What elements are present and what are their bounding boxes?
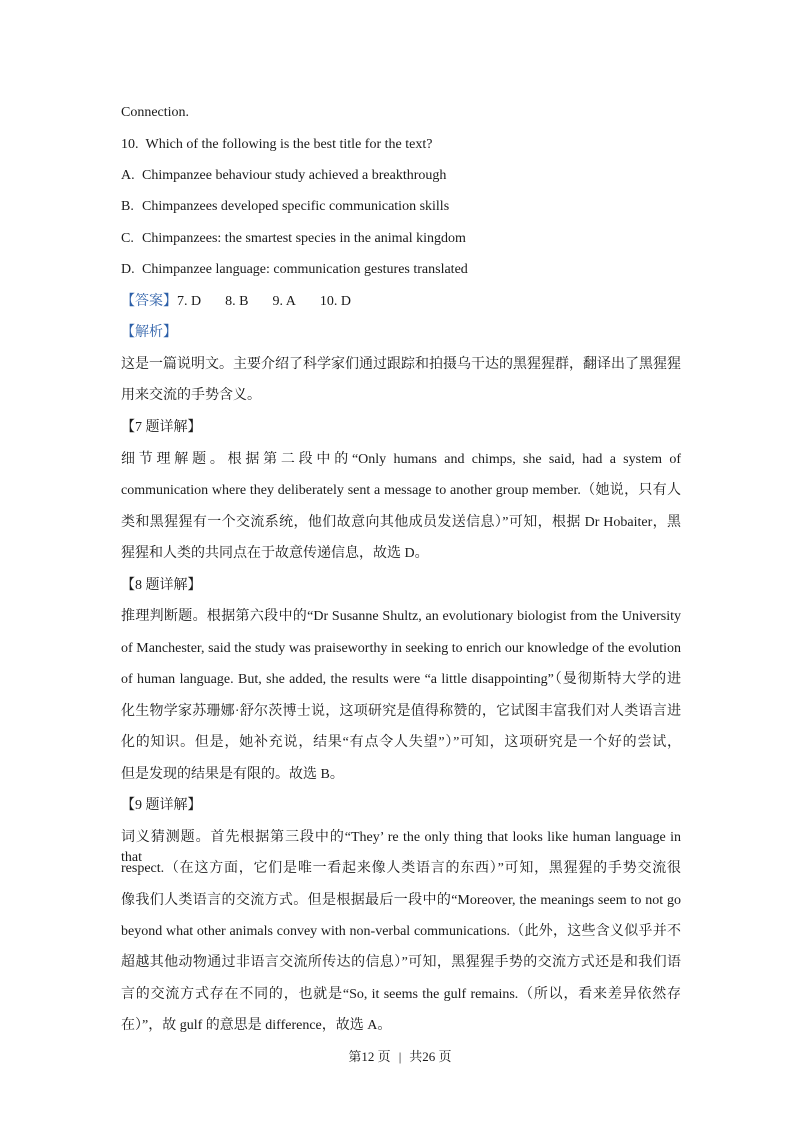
q7-line: 细节理解题。根据第二段中的“Only humans and chimps, she said, had a system of	[121, 452, 681, 467]
option-text: Chimpanzee behaviour study achieved a breakthrough	[142, 168, 447, 183]
q7-line: 猩猩和人类的共同点在于故意传递信息，故选 D。	[121, 546, 429, 561]
q8-line: of human language. But, she added, the results were “a little disappointing”（曼彻斯特大学的进	[121, 672, 681, 687]
q9-line: 言的交流方式存在不同的，也就是“So, it seems the gulf remains.（所以，看来差异依然存	[121, 987, 681, 1002]
q9-line: 词义猜测题。首先根据第三段中的“They’ re the only thing that looks like human language in that	[121, 830, 681, 865]
q9-line: respect.（在这方面，它们是唯一看起来像人类语言的东西）”可知，黑猩猩的手势交流很	[121, 861, 681, 876]
answer-tag: 【答案】	[121, 294, 177, 309]
q8-line: 化生物学家苏珊娜·舒尔茨博士说，这项研究是值得称赞的，它试图丰富我们对人类语言进	[121, 704, 681, 719]
option-a	[121, 166, 681, 186]
q7-line: 类和黑猩猩有一个交流系统，他们故意向其他成员发送信息）”可知，根据 Dr Hobaiter，黑	[121, 515, 681, 530]
answer-item: 9. A	[272, 294, 296, 309]
text-line: Connection.	[121, 105, 190, 120]
q8-line: 但是发现的结果是有限的。故选 B。	[121, 767, 344, 782]
page-total: 共26 页	[409, 1049, 452, 1064]
option-text: Chimpanzees developed specific communication skills	[142, 199, 450, 214]
q8-line: 化的知识。但是，她补充说，结果“有点令人失望”）”可知，这项研究是一个好的尝试，	[121, 735, 681, 750]
summary-line: 这是一篇说明文。主要介绍了科学家们通过跟踪和拍摄乌干达的黑猩猩群，翻译出了黑猩猩	[121, 357, 681, 372]
q9-line: 超越其他动物通过非语言交流所传达的信息）”可知，黑猩猩手势的交流方式还是和我们语	[121, 955, 681, 970]
answer-item: 10. D	[319, 294, 351, 309]
page-number: 第12 页	[348, 1049, 391, 1064]
page-footer	[0, 1046, 800, 1065]
q7-line: communication where they deliberately sent a message to another group member.（她说，只有人	[121, 483, 681, 498]
option-d	[121, 260, 681, 280]
option-c	[121, 229, 681, 249]
answer-item: 7. D	[177, 294, 202, 309]
q8-heading: 【8 题详解】	[121, 578, 202, 593]
footer-separator: |	[398, 1049, 402, 1064]
question-10: 10. Which of the following is the best title for the text?	[121, 137, 433, 152]
answer-line	[121, 292, 681, 312]
q8-line: 推理判断题。根据第六段中的“Dr Susanne Shultz, an evolutionary biologist from the University	[121, 609, 681, 624]
summary-line: 用来交流的手势含义。	[121, 388, 261, 403]
option-text: Chimpanzees: the smartest species in the animal kingdom	[142, 231, 466, 246]
option-letter: B.	[121, 199, 134, 214]
analysis-tag: 【解析】	[121, 325, 177, 340]
q9-line: 像我们人类语言的交流方式。但是根据最后一段中的“Moreover, the meanings seem to not go	[121, 893, 681, 908]
answer-item: 8. B	[225, 294, 249, 309]
option-letter: D.	[121, 262, 135, 277]
q9-line: 在）”，故 gulf 的意思是 difference，故选 A。	[121, 1018, 392, 1033]
option-text: Chimpanzee language: communication gestures translated	[142, 262, 468, 277]
q9-line: beyond what other animals convey with non-verbal communications.（此外，这些含义似乎并不	[121, 924, 681, 939]
q8-line: of Manchester, said the study was praiseworthy in seeking to enrich our knowledge of the evolution	[121, 641, 681, 656]
option-letter: C.	[121, 231, 134, 246]
q9-heading: 【9 题详解】	[121, 798, 202, 813]
q7-heading: 【7 题详解】	[121, 420, 202, 435]
option-b	[121, 197, 681, 217]
option-letter: A.	[121, 168, 135, 183]
